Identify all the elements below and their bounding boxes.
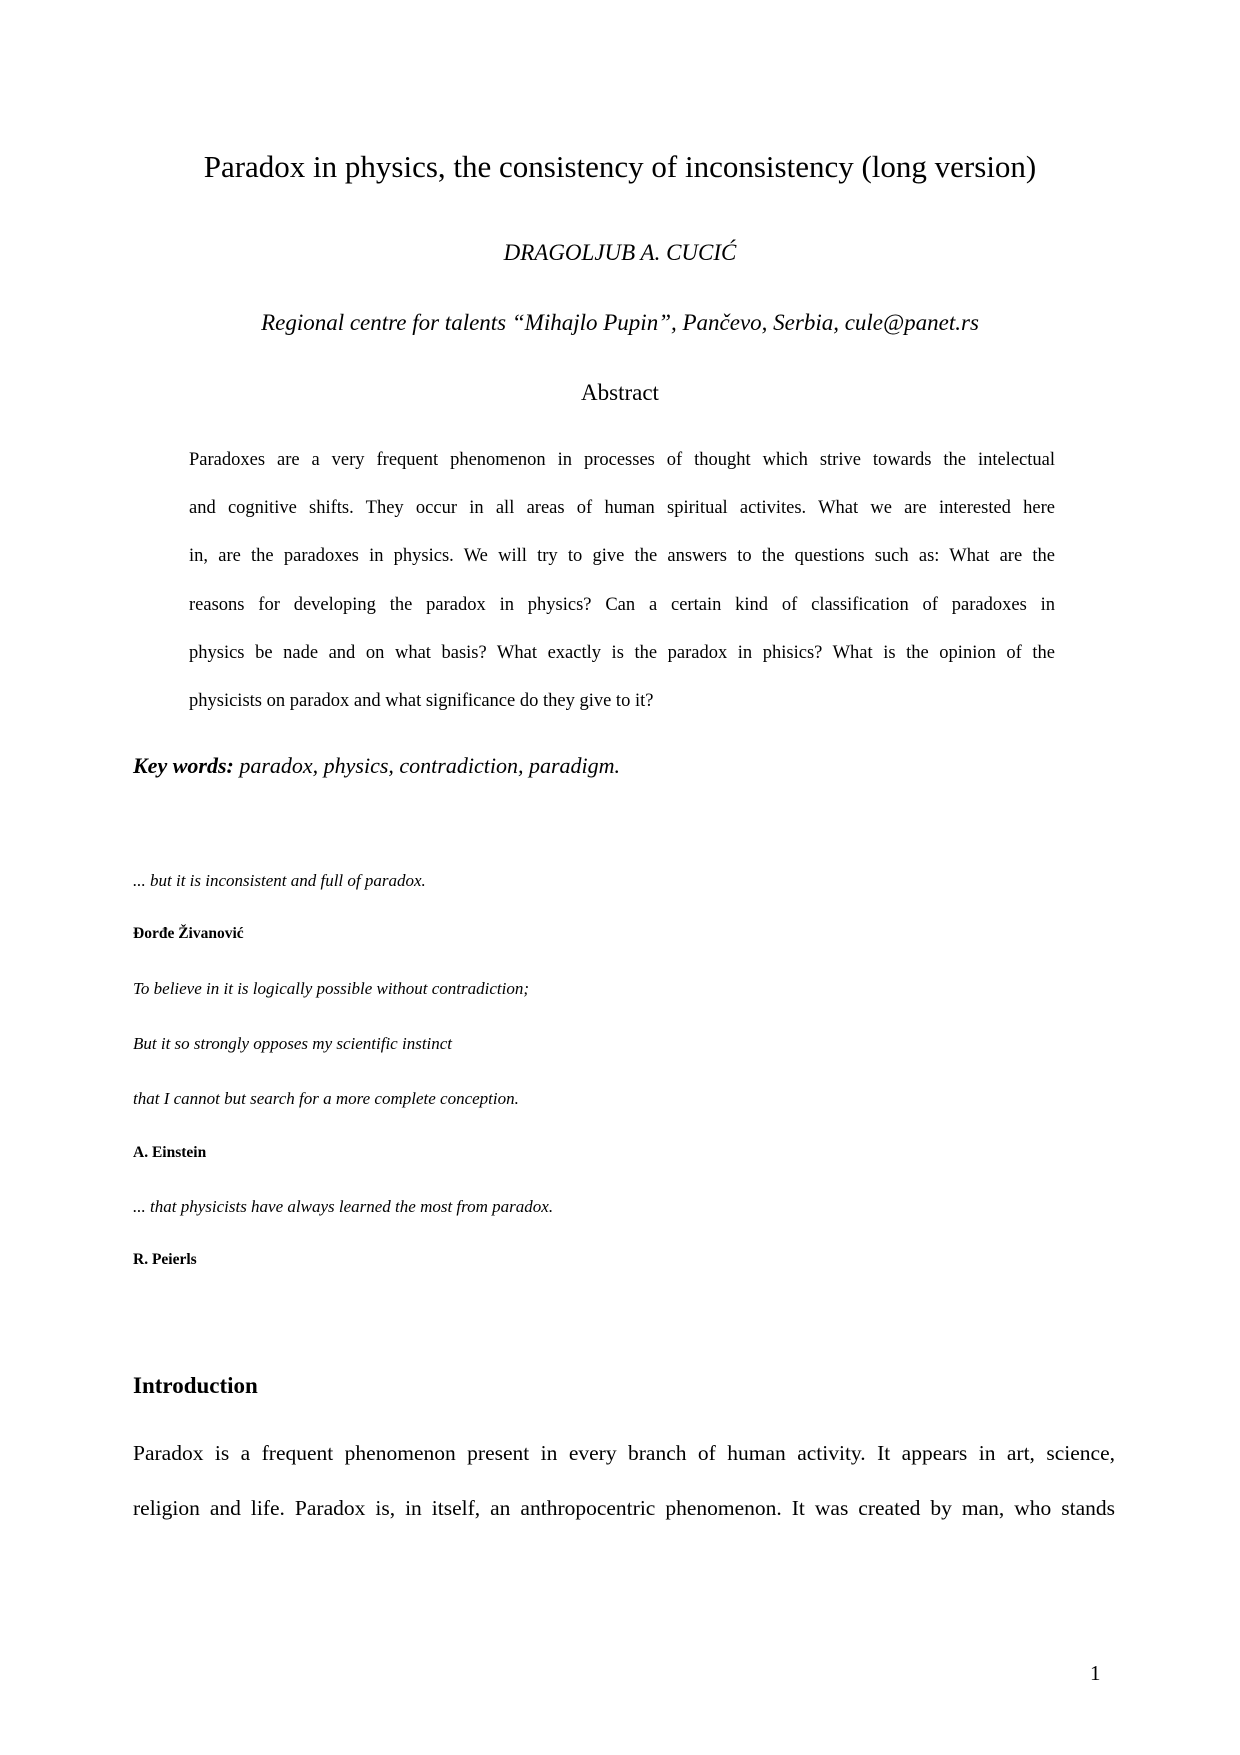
abstract-line: and cognitive shifts. They occur in all areas of human spiritual activites. What we are interested here [189,498,1055,518]
epigraph-quote: ... but it is inconsistent and full of paradox. [133,871,426,890]
body-text-line: religion and life. Paradox is, in itself, an anthropocentric phenomenon. It was created by man, who stands [133,1496,1115,1520]
epigraph-author: Đorđe Živanović [133,925,244,942]
epigraph-author: A. Einstein [133,1144,207,1161]
abstract-line: physicists on paradox and what significance do they give to it? [189,691,654,711]
abstract-line: physics be nade and on what basis? What exactly is the paradox in phisics? What is the opinion of the [189,643,1055,663]
epigraph-quote: But it so strongly opposes my scientific instinct [133,1034,453,1053]
epigraph-author: R. Peierls [133,1251,197,1268]
paper-title: Paradox in physics, the consistency of inconsistency (long version) [203,149,1037,184]
keywords-label: Key words: [133,753,234,778]
abstract-line: in, are the paradoxes in physics. We will try to give the answers to the questions such as: What are the [189,546,1055,566]
epigraph-quote: that I cannot but search for a more complete conception. [133,1089,519,1108]
page-number: 1 [1090,1661,1101,1685]
keywords-text: paradox, physics, contradiction, paradigm. [233,753,621,778]
body-text-line: Paradox is a frequent phenomenon present in every branch of human activity. It appears in art, science, [133,1441,1115,1465]
section-heading-introduction: Introduction [133,1373,258,1398]
epigraph-quote: ... that physicists have always learned the most from paradox. [133,1197,554,1216]
abstract-line: reasons for developing the paradox in physics? Can a certain kind of classification of paradoxes in [189,595,1055,615]
author-affiliation: Regional centre for talents “Mihajlo Pupin”, Pančevo, Serbia, cule@panet.rs [261,310,979,335]
author-name: DRAGOLJUB A. CUCIĆ [503,240,737,265]
keywords [133,753,620,779]
abstract-line: Paradoxes are a very frequent phenomenon in processes of thought which strive towards the intelectual [189,450,1055,470]
abstract-heading: Abstract [581,380,659,405]
epigraph-quote: To believe in it is logically possible without contradiction; [133,979,530,998]
